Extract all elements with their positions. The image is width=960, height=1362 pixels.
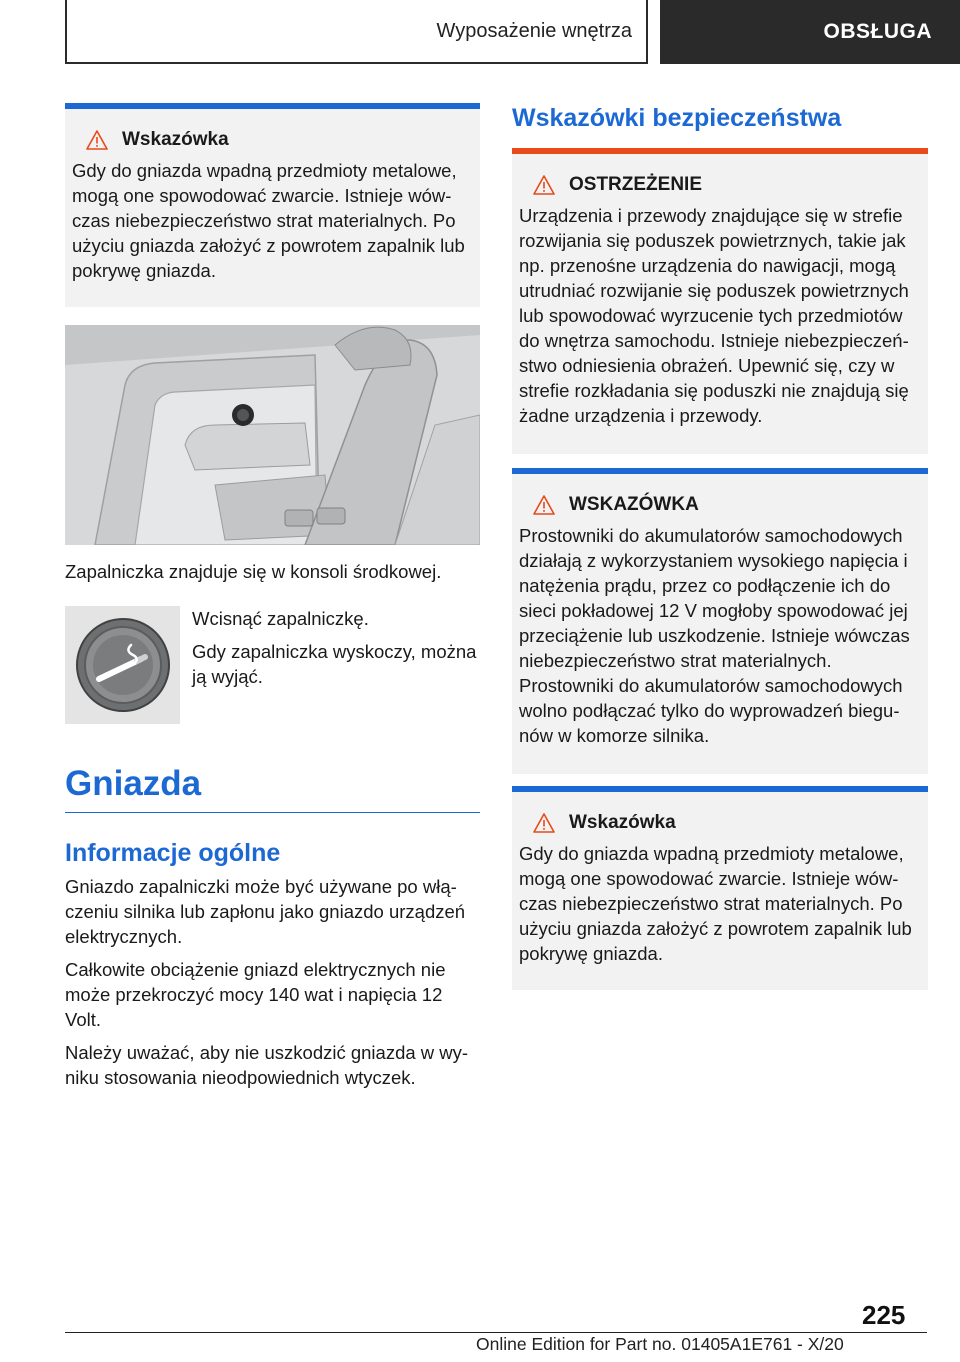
notice-body: Gdy do gniazda wpadną przedmioty metalowe, mogą one spowodować zwarcie. Istnieje wówczas niebezpieczeństwo strat materialnych. Po użyciu gniazda założyć z powrotem zapalnik lub pokrywę gniazda. [519, 843, 912, 964]
notice-box [65, 103, 480, 307]
cigarette-lighter-icon [73, 615, 173, 715]
warning-triangle-icon [533, 175, 555, 195]
step-instructions [192, 606, 480, 724]
section-title-text: Wyposażenie wnętrza [436, 19, 632, 42]
warning-triangle-icon [533, 495, 555, 515]
notice-title-text: Wskazówka [122, 129, 229, 150]
footer-divider [65, 1332, 927, 1333]
body-paragraph: Gniazdo zapalniczki może być używane po włączeniu silnika lub zapłonu jako gniazdo urządzeń elektrycznych. [65, 876, 466, 947]
notice-title [72, 127, 472, 152]
notice-title [519, 810, 920, 835]
center-console-photo [65, 325, 480, 545]
safety-heading: Wskazówki bezpieczeństwa [512, 104, 842, 132]
warning-title-text: OSTRZEŻENIE [569, 174, 703, 195]
warning-body: Urządzenia i przewody znajdujące się w strefie rozwijania się poduszek powietrznych, takie jak np. przenośne urządzenia do nawigacji, mogą utrudniać rozwijanie się poduszek powietrznych lub spowodować wyrzucenie tych przedmiotów do wnętrza samochodu. Istnieje niebezpieczeństwo odniesienia obrażeń. Upewnić się, czy w strefie rozkładania się poduszki nie znajdują się żadne urządzenia i przewody. [519, 205, 909, 426]
warning-triangle-icon [533, 813, 555, 833]
step-remove-text: Gdy zapalniczka wyskoczy, można ją wyjąć. [192, 641, 477, 687]
notice-title-text: WSKAZÓWKA [569, 494, 699, 515]
body-paragraph: Należy uważać, aby nie uszkodzić gniazda w wyniku stosowania nieodpowiednich wtyczek. [65, 1042, 469, 1088]
notice-box [512, 468, 928, 774]
step-row [65, 606, 480, 724]
warning-box [512, 148, 928, 454]
footer-edition: Online Edition for Part no. 01405A1E761 - X/20 [476, 1334, 844, 1354]
chapter-title-text: OBSŁUGA [823, 20, 932, 43]
notice-body: Prostowniki do akumulatorów samochodowych działają z wykorzystaniem wysokiego napięcia i natężenia prądu, przez co podłączenie ich do sieci pokładowej 12 V mogłoby spowodować jej przeciążenie lub uszkodzenie. Istnieje wówczas niebezpieczeństwo strat materialnych. Prostowniki do akumulatorów samochodowych wolno podłączać tylko do wyprowadzeń biegunów w komorze silnika. [519, 525, 910, 746]
warning-title [519, 172, 920, 197]
body-paragraph: Całkowite obciążenie gniazd elektrycznych nie może przekroczyć mocy 140 wat i napięcia 12 Volt. [65, 959, 446, 1030]
center-console-illustration [65, 325, 480, 545]
notice-title [519, 492, 920, 517]
page-number: 225 [862, 1300, 906, 1330]
section-heading: Gniazda [65, 764, 480, 813]
photo-caption: Zapalniczka znajduje się w konsoli środkowej. [65, 561, 442, 582]
right-column [512, 98, 928, 990]
header-section-title [65, 0, 648, 64]
notice-body: Gdy do gniazda wpadną przedmioty metalowe, mogą one spowodować zwarcie. Istnieje wówczas niebezpieczeństwo strat materialnych. Po użyciu gniazda założyć z powrotem zapalnik lub pokrywę gniazda. [72, 160, 465, 281]
notice-title-text: Wskazówka [569, 812, 676, 833]
header-chapter-tab[interactable] [660, 0, 960, 64]
notice-box [512, 786, 928, 990]
step-press-text: Wcisnąć zapalniczkę. [192, 608, 369, 629]
cigarette-lighter-image [65, 606, 180, 724]
subsection-heading: Informacje ogólne [65, 839, 281, 867]
warning-triangle-icon [86, 130, 108, 150]
left-column [65, 103, 480, 1098]
